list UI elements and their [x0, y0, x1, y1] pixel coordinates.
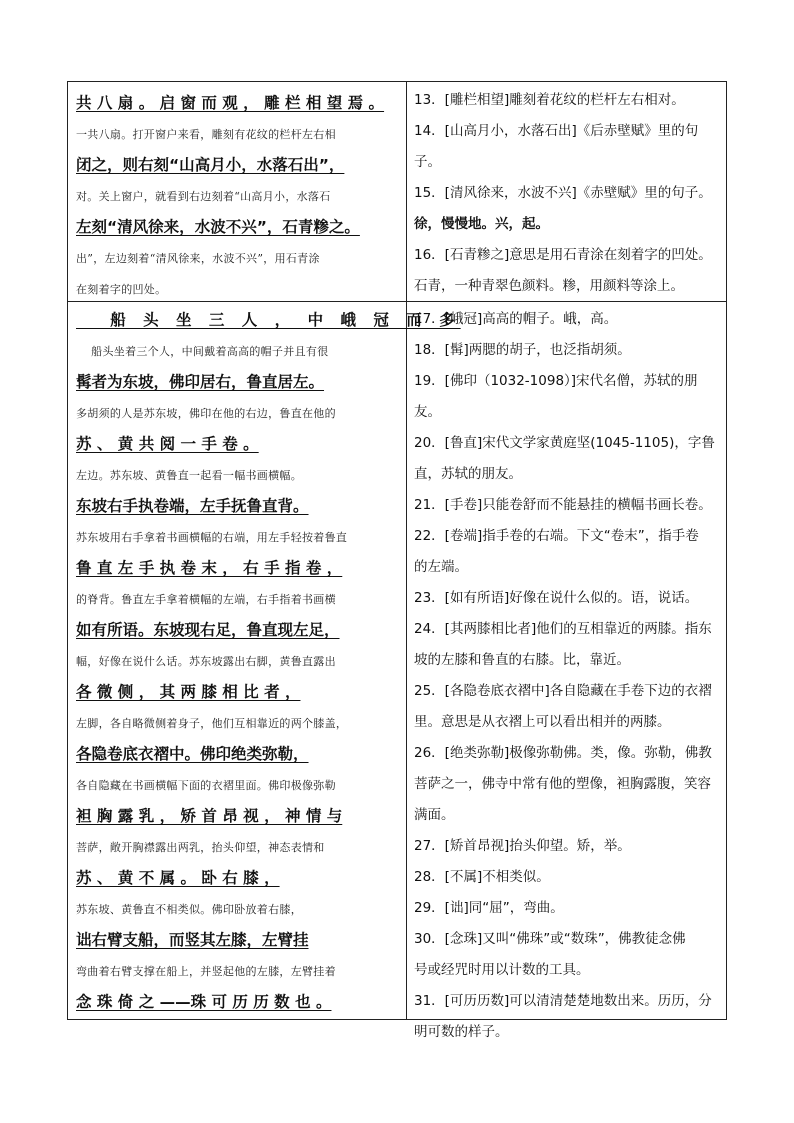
annotation-line: 22．[卷端]指手卷的右端。下文“卷末”，指手卷 [414, 528, 699, 544]
annotation-line: 28．[不属]不相类似。 [414, 869, 550, 885]
original-line: 东坡右手执卷端，左手抚鲁直背。 [76, 497, 309, 515]
translation-line: 左边。苏东坡、黄鲁直一起看一幅书画横幅。 [76, 469, 302, 482]
translation-line: 各自隐藏在书画横幅下面的衣褶里面。佛印极像弥勒 [76, 779, 336, 792]
annotation-line: 坡的左膝和鲁直的右膝。比，靠近。 [414, 652, 630, 668]
annotation-line: 15．[清风徐来，水波不兴]《赤壁赋》里的句子。 [414, 185, 712, 201]
original-line: 袒 胸 露 乳 ， 矫 首 昂 视 ， 神 情 与 [76, 807, 343, 825]
annotation-line: 16．[石青糁之]意思是用石青涂在刻着字的凹处。 [414, 247, 712, 263]
translation-line: 对。关上窗户，就看到右边刻着“山高月小，水落石 [76, 190, 331, 203]
annotation-line: 26．[绝类弥勒]极像弥勒佛。类，像。弥勒，佛教 [414, 745, 712, 761]
original-line: 船 头 坐 三 人 ， 中 峨 冠 而 多 [76, 311, 461, 329]
annotation-line: 30．[念珠]又叫“佛珠”或“数珠”，佛教徒念佛 [414, 931, 686, 947]
original-line: 鲁 直 左 手 执 卷 末 ， 右 手 指 卷 ， [76, 559, 343, 577]
original-line: 共 八 扇 。 启 窗 而 观 ， 雕 栏 相 望 焉 。 [76, 94, 385, 112]
annotation-line: 24．[其两膝相比者]他们的互相靠近的两膝。指东 [414, 621, 712, 637]
original-line: 苏 、 黄 共 阅 一 手 卷 。 [76, 435, 259, 453]
annotation-line: 直，苏轼的朋友。 [414, 466, 522, 482]
translation-line: 的脊背。鲁直左手拿着横幅的左端，右手指着书画横 [76, 593, 336, 606]
table-row [68, 301, 726, 1040]
annotation-line: 31．[可历历数]可以清清楚楚地数出来。历历，分 [414, 993, 712, 1009]
translation-line: 出”，左边刻着“清风徐来，水波不兴”，用石青涂 [76, 252, 320, 265]
original-line: 念 珠 倚 之 ——珠 可 历 历 数 也 。 [76, 993, 332, 1011]
table-row [68, 82, 726, 302]
original-line: 各 微 侧 ， 其 两 膝 相 比 者 ， [76, 683, 301, 701]
annotation-line: 石青，一种青翠色颜料。糁，用颜料等涂上。 [414, 278, 684, 294]
column-divider [406, 82, 407, 301]
annotation-line: 29．[诎]同“屈”，弯曲。 [414, 900, 564, 916]
document-table [67, 81, 727, 1040]
translation-line: 一共八扇。打开窗户来看，雕刻有花纹的栏杆左右相 [76, 128, 336, 141]
annotation-line: 23．[如有所语]好像在说什么似的。语，说话。 [414, 590, 699, 606]
translation-line: 幅，好像在说什么话。苏东坡露出右脚，黄鲁直露出 [76, 655, 336, 668]
annotation-line: 21．[手卷]只能卷舒而不能悬挂的横幅书画长卷。 [414, 497, 712, 513]
column-divider [406, 301, 407, 1019]
original-text-column [76, 88, 401, 305]
annotation-line: 13．[雕栏相望]雕刻着花纹的栏杆左右相对。 [414, 92, 685, 108]
annotation-column [414, 85, 724, 302]
annotation-line: 明可数的样子。 [414, 1024, 509, 1040]
translation-line: 多胡须的人是苏东坡，佛印在他的右边，鲁直在他的 [76, 407, 336, 420]
annotation-line: 14．[山高月小，水落石出]《后赤壁赋》里的句子。 [414, 123, 699, 170]
annotation-line: 号或经咒时用以计数的工具。 [414, 962, 590, 978]
translation-line: 苏东坡用右手拿着书画横幅的右端，用左手轻按着鲁直 [76, 531, 348, 544]
original-line: 髯者为东坡，佛印居右，鲁直居左。 [76, 373, 325, 391]
original-line: 闭之，则右刻“山高月小，水落石出”， [76, 156, 345, 174]
translation-line: 弯曲着右臂支撑在船上，并竖起他的左膝，左臂挂着 [76, 965, 336, 978]
original-line: 诎右臂支船，而竖其左膝，左臂挂 [76, 931, 309, 949]
translation-line: 船头坐着三个人，中间戴着高高的帽子并且有很 [76, 345, 329, 358]
annotation-line: 19．[佛印（1032-1098）]宋代名僧，苏轼的朋友。 [414, 373, 698, 420]
annotation-column [414, 304, 724, 1048]
annotation-line: 27．[矫首昂视]抬头仰望。矫，举。 [414, 838, 631, 854]
translation-line: 菩萨，敞开胸襟露出两乳，抬头仰望，神态表情和 [76, 841, 325, 854]
annotation-line: 满面。 [414, 807, 455, 823]
original-line: 左刻“清风徐来，水波不兴”，石青糁之。 [76, 218, 360, 236]
annotation-line: 20．[鲁直]宋代文学家黄庭坚(1045-1105)，字鲁 [414, 435, 715, 451]
translation-line: 在刻着字的凹处。 [76, 283, 167, 296]
original-line: 各隐卷底衣褶中。佛印绝类弥勒， [76, 745, 309, 763]
annotation-line: 的左端。 [414, 559, 468, 575]
translation-line: 苏东坡、黄鲁直不相类似。佛印卧放着右膝， [76, 903, 302, 916]
annotation-line: 徐，慢慢地。兴，起。 [414, 216, 549, 232]
annotation-line: 18．[髯]两腮的胡子，也泛指胡须。 [414, 342, 631, 358]
annotation-line: 菩萨之一，佛寺中常有他的塑像，袒胸露腹，笑容 [414, 776, 711, 792]
original-line: 苏 、 黄 不 属 。 卧 右 膝 ， [76, 869, 280, 887]
annotation-line: 17．[峨冠]高高的帽子。峨，高。 [414, 311, 618, 327]
original-line: 如有所语。东坡现右足，鲁直现左足， [76, 621, 340, 639]
annotation-line: 里。意思是从衣褶上可以看出相并的两膝。 [414, 714, 671, 730]
translation-line: 左脚，各自略微侧着身子，他们互相靠近的两个膝盖， [76, 717, 348, 730]
annotation-line: 25．[各隐卷底衣褶中]各自隐藏在手卷下边的衣褶 [414, 683, 712, 699]
